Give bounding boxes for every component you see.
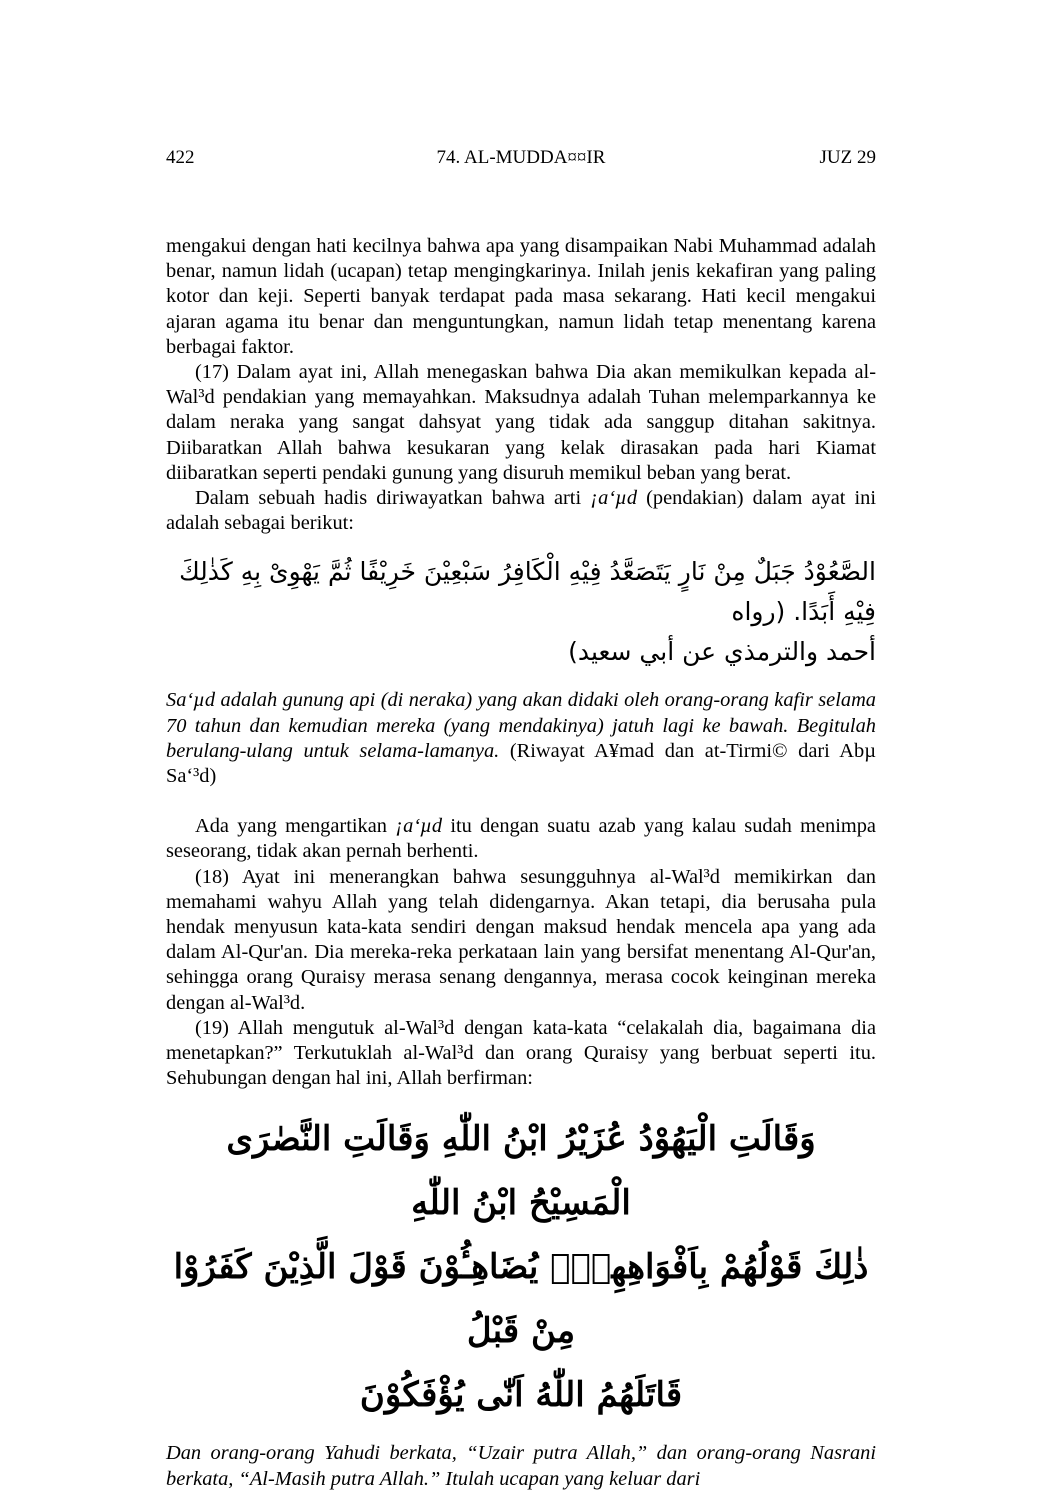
paragraph-verse-17: (17) Dalam ayat ini, Allah menegaskan bahwa Dia akan memikulkan kepada al-Wal³d pendakian yang memayahkan. Maksudnya adalah Tuhan melemparkannya ke dalam neraka yang sangat dahsyat yang tidak ada sanggup ditahan sakitnya. Diibaratkan Allah bahwa kesukaran yang kelak dirasakan pada hari Kiamat diibaratkan seperti pendaki gunung yang disuruh memikul beban yang berat. <box>166 361 876 484</box>
page-body <box>166 234 876 1492</box>
quran-line-2: ذٰلِكَ قَوْلُهُمْ بِاَفْوَاهِهِمْۚ يُضَاهِـُٔوْنَ قَوْلَ الَّذِيْنَ كَفَرُوْا مِنْ قَبْلُ <box>173 1247 869 1352</box>
hadith-arabic <box>166 552 876 672</box>
hadith-arabic-line-2: أحمد والترمذي عن أبي سعيد) <box>568 637 876 667</box>
paragraph-hadith-intro <box>166 486 876 536</box>
paragraph-continued: mengakui dengan hati kecilnya bahwa apa yang disampaikan Nabi Muhammad adalah benar, namun lidah (ucapan) tetap mengingkarinya. Inilah jenis kekafiran yang paling kotor dan keji. Seperti banyak terdapat pada masa sekarang. Hati kecil mengakui ajaran agama itu benar dan menguntungkan, namun lidah tetap menentang karena berbagai faktor. <box>166 235 876 358</box>
term-saud-2: ¡a‘µd <box>395 815 443 838</box>
hadith-source: (Riwayat A¥mad dan at-Tirmi© dari Abµ Sa‘³d) <box>166 739 876 788</box>
paragraph-saud-meaning <box>166 814 876 864</box>
hadith-intro-text-end: (pendakian) dalam ayat ini adalah sebagai berikut: <box>166 487 876 535</box>
surah-title: 74. AL-MUDDA¤¤IR <box>436 147 606 168</box>
hadith-translation <box>166 688 876 789</box>
quran-verse-arabic <box>166 1107 876 1427</box>
juz-label: JUZ 29 <box>819 147 876 168</box>
quran-line-3: قَاتَلَهُمُ اللّٰهُ اَنّٰى يُؤْفَكُوْنَ <box>359 1375 683 1416</box>
hadith-arabic-line-1: الصَّعُوْدُ جَبَلٌ مِنْ نَارٍ يَتَصَعَّدُ فِيْهِ الْكَافِرُ سَبْعِيْنَ خَرِيْفًا ثُمَّ يَهْوِىْ بِهِ كَذٰلِكَ فِيْهِ أَبَدًا. (رواه <box>179 557 876 627</box>
quran-translation: Dan orang-orang Yahudi berkata, “Uzair putra Allah,” dan orang-orang Nasrani berkata, “Al-Masih putra Allah.” Itulah ucapan yang keluar dari <box>166 1442 876 1490</box>
paragraph-verse-19: (19) Allah mengutuk al-Wal³d dengan kata-kata “celakalah dia, bagaimana dia menetapkan?” Terkutuklah al-Wal³d dan orang Quraisy yang berbuat seperti itu. Sehubungan dengan hal ini, Allah berfirman: <box>166 1016 876 1090</box>
paragraph-verse-18: (18) Ayat ini menerangkan bahwa sesungguhnya al-Wal³d memikirkan dan memahami wahyu Allah yang telah didengarnya. Akan tetapi, dia berusaha pula hendak menyusun kata-kata sendiri dengan maksud hendak mencela apa yang ada dalam Al-Qur'an. Dia mereka-reka perkataan lain yang bersifat menentang Al-Qur'an, sehingga orang Quraisy merasa senang dengannya, merasa cocok keinginan mereka dengan al-Wal³d. <box>166 865 876 1014</box>
page-number: 422 <box>166 147 195 168</box>
hadith-translation-text: Sa‘µd adalah gunung api (di neraka) yang akan didaki oleh orang-orang kafir selama 70 tahun dan kemudian mereka (yang mendakinya) jatuh lagi ke bawah. Begitulah berulang-ulang untuk selama-lamanya. <box>166 689 876 762</box>
saud-meaning-text-end: itu dengan suatu azab yang kalau sudah menimpa seseorang, tidak akan pernah berhenti. <box>166 815 876 863</box>
hadith-intro-text: Dalam sebuah hadis diriwayatkan bahwa arti <box>195 487 591 510</box>
term-saud: ¡a‘µd <box>590 487 638 510</box>
page-header <box>166 147 876 173</box>
quran-line-1: وَقَالَتِ الْيَهُوْدُ عُزَيْرُ ابْنُ اللّٰهِ وَقَالَتِ النَّصٰرَى الْمَسِيْحُ ابْنُ اللّٰهِ <box>226 1119 816 1224</box>
saud-meaning-text: Ada yang mengartikan <box>195 815 396 838</box>
